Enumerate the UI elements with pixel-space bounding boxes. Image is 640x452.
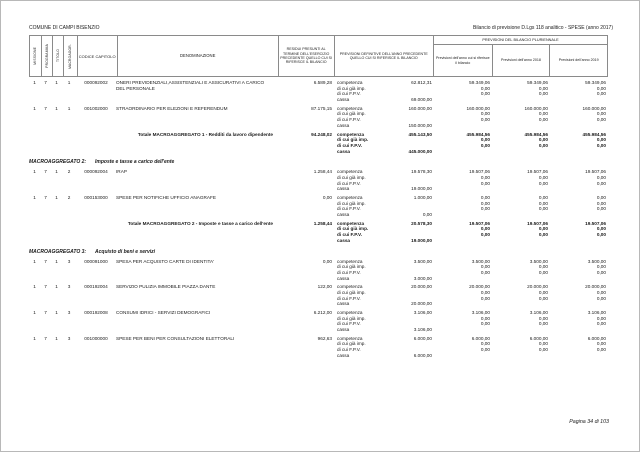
total-row [29,132,608,155]
value-cell: 455.984,56 [466,131,490,137]
value-cell: 0,00 [596,315,606,321]
cell-denominazione: SPESE PER NOTIFICHE UFFICIO ANAGRAFE [116,195,217,200]
cell-residui: 1.258,44 [313,169,332,175]
header-denominazione: DENOMINAZIONE [117,36,278,76]
value-cell: 0,00 [596,200,606,206]
line-label: competenza [337,310,363,315]
cell-macroaggregato: 3 [67,310,71,315]
line-label: di cui già imp. [337,289,366,295]
value-lines [334,80,608,103]
value-cell [434,149,492,155]
line-label: competenza [337,335,363,341]
value-cell: 0,00 [480,341,490,347]
capitolo-row [29,169,608,192]
line-label: di cui già imp. [337,137,369,143]
cell-denominazione: SPESA PER ACQUISTO CARTE DI IDENTITA' [116,258,215,264]
value-cell: 20.578,30 [411,220,432,226]
value-cell [492,149,550,155]
cell-denominazione: IRAP [116,169,127,175]
section-row [29,249,608,255]
line-label: cassa [337,148,351,154]
value-lines [334,169,608,192]
value-cell: 0,00 [596,195,606,200]
value-cell [492,123,550,129]
header-bilancio-pluriennale [433,36,607,76]
value-cell: 19.507,06 [585,169,606,175]
line-label: di cui F.P.V. [337,232,363,238]
value-cell: 455.984,56 [524,131,548,137]
cell-denominazione: SERVIZIO PULIZIA IMMOBILE PIAZZA DANTE [116,284,216,290]
cell-programma: 7 [44,335,47,341]
value-cell: 0,00 [480,295,490,301]
header-residui-presunti: RESIDUI PRESUNTI AL TERMINE DELL'ESERCIZIO PRECEDENTE QUELLO CUI SI RIFERISCE IL BILANCIO [278,36,334,76]
value-cell [550,276,608,282]
value-line [334,186,608,192]
value-cell: 0,00 [538,117,548,123]
line-label: di cui F.P.V. [337,295,361,301]
value-cell [550,186,608,192]
value-cell: 0,00 [480,232,490,238]
value-cell [550,353,608,359]
value-cell: 0,00 [538,264,548,270]
cell-macroaggregato: 2 [67,195,71,200]
line-label: competenza [337,258,363,264]
value-cell [492,353,550,359]
value-cell: 0,00 [538,226,548,232]
value-cell: 0,00 [596,137,606,143]
line-label: competenza [337,284,363,290]
header-codice-capitolo: CODICE CAPITOLO [77,36,117,76]
value-cell: 0,00 [480,226,490,232]
cell-capitolo: 000153000 [84,195,108,200]
value-cell: 160.000,00 [408,105,432,111]
value-cell: 19.507,06 [527,169,548,175]
cell-macroaggregato: 3 [67,258,71,264]
value-line [334,276,608,282]
value-cell: 160.000,00 [466,105,490,111]
value-line [334,327,608,333]
value-cell: 19.578,30 [411,169,432,175]
value-cell [434,327,492,333]
cell-residui: 87.175,15 [311,105,332,111]
value-cell: 6.000,00 [413,335,432,341]
value-cell: 3.500,00 [529,258,548,264]
value-cell: 0,00 [596,174,606,180]
value-cell: 0,00 [480,321,490,327]
capitolo-row [29,195,608,218]
value-line [334,212,608,218]
line-label: competenza [337,195,363,200]
cell-missione: 1 [33,335,36,341]
value-cell: 20.000,00 [469,284,490,290]
value-cell [434,212,492,218]
line-label: cassa [337,275,350,281]
cell-missione: 1 [33,195,36,200]
cell-macroaggregato: 3 [67,335,71,341]
cell-denominazione: SPESE PER BENI PER CONSULTAZIONI ELETTORALI [116,335,235,341]
line-label: cassa [337,237,351,243]
cell-residui: 0,00 [322,258,332,264]
line-label: di cui già imp. [337,85,366,91]
line-label: di cui F.P.V. [337,321,361,327]
value-cell: 3.106,00 [529,310,548,315]
value-cell: 0,00 [480,206,490,212]
cell-residui: 0,00 [322,195,332,200]
value-cell: 0,00 [596,111,606,117]
value-cell [550,149,608,155]
line-label: di cui F.P.V. [337,269,361,275]
cell-denominazione: STRAORDINARIO PER ELEZIONI E REFERENDUM [116,105,228,111]
value-lines [334,221,608,244]
line-label: cassa [337,301,350,307]
value-cell: 59.349,06 [469,80,490,85]
value-cell: 19.507,06 [469,169,490,175]
cell-programma: 7 [44,80,47,85]
cell-residui: 962,63 [317,335,332,341]
line-label: di cui F.P.V. [337,206,361,212]
value-cell: 0,00 [596,232,606,238]
value-cell: 3.500,00 [471,258,490,264]
header-macroaggregato: MACROAGGR. [63,36,77,76]
value-cell: 20.000,00 [411,301,432,307]
value-line [334,123,608,129]
cell-programma: 7 [44,105,47,111]
value-cell: 19.000,00 [411,186,432,192]
line-label: di cui già imp. [337,200,366,206]
value-cell: 0,00 [538,180,548,186]
value-cell: 0,00 [596,321,606,327]
value-line [334,353,608,359]
value-cell: 0,00 [480,289,490,295]
cell-missione: 1 [33,105,36,111]
value-lines [334,336,608,359]
value-cell: 160.000,00 [582,105,606,111]
value-cell: 59.349,06 [527,80,548,85]
table-body [29,80,608,359]
cell-titolo: 1 [55,310,58,315]
page-footer: Pagina 34 di 103 [569,419,609,425]
value-cell: 1.000,00 [413,195,432,200]
value-cell [550,212,608,218]
value-cell: 0,00 [480,200,490,206]
cell-residui: 94.248,02 [311,131,332,137]
value-cell [434,238,492,244]
value-cell [434,301,492,307]
value-cell: 0,00 [480,347,490,353]
cell-missione: 1 [33,169,36,175]
cell-missione: 1 [33,258,36,264]
value-cell: 0,00 [538,347,548,353]
value-cell [434,97,492,103]
section-row [29,159,608,165]
cell-programma: 7 [44,195,47,200]
line-label: di cui già imp. [337,174,366,180]
header-anno-riferimento: Previsioni dell'anno cui si riferisce il bilancio [436,56,490,65]
value-lines [334,259,608,282]
value-cell: 3.500,00 [413,258,432,264]
value-cell: 20.000,00 [411,284,432,290]
cell-residui: 6.212,00 [313,310,332,315]
value-cell: 0,00 [480,91,490,97]
cell-programma: 7 [44,284,47,290]
value-cell: 0,00 [538,289,548,295]
value-cell [492,276,550,282]
cell-macroaggregato: 2 [67,169,71,175]
cell-residui: 1.258,44 [313,220,332,226]
value-cell: 0,00 [480,315,490,321]
value-cell: 455.143,50 [408,131,432,137]
line-label: cassa [337,352,350,358]
value-cell [434,353,492,359]
value-cell: 0,00 [538,295,548,301]
value-cell: 0,00 [538,142,548,148]
value-cell: 150.000,00 [408,122,432,128]
line-label: competenza [337,105,363,111]
total-label: Totale MACROAGGREGATO 1 - Redditi da lavoro dipendente [137,131,273,137]
section-label: MACROAGGREGATO 2: [29,159,87,166]
value-lines [334,106,608,129]
value-line [334,97,608,103]
value-cell [550,238,608,244]
value-cell: 0,00 [480,85,490,91]
value-cell: 445.000,00 [408,148,432,154]
value-cell: 0,00 [596,264,606,270]
value-cell: 0,00 [538,315,548,321]
cell-macroaggregato: 1 [67,80,71,85]
value-cell: 0,00 [538,200,548,206]
value-cell: 20.000,00 [585,284,606,290]
value-cell [492,327,550,333]
value-cell: 0,00 [480,142,490,148]
value-cell: 3.106,00 [587,310,606,315]
cell-capitolo: 001002000 [84,105,108,111]
value-cell: 6.000,00 [529,335,548,341]
cell-residui: 6.589,28 [313,80,332,85]
capitolo-row [29,310,608,333]
header-programma: PROGRAMMA [41,36,52,76]
value-line [334,238,608,244]
value-cell: 0,00 [480,195,490,200]
cell-denominazione: ONERI PREVIDENZIALI,ASSISTENZIALI E ASSICURATIVI A CARICO DEL PERSONALE [116,80,265,91]
line-label: competenza [337,131,365,137]
value-cell: 0,00 [596,269,606,275]
value-cell [550,123,608,129]
line-label: cassa [337,122,350,128]
line-label: di cui già imp. [337,226,369,232]
cell-titolo: 1 [55,335,58,341]
value-cell: 0,00 [538,174,548,180]
cell-titolo: 1 [55,105,58,111]
line-label: di cui F.P.V. [337,142,363,148]
line-label: di cui già imp. [337,111,366,117]
value-cell: 0,00 [480,111,490,117]
value-cell: 3.106,00 [413,327,432,333]
section-sublabel: Imposte e tasse a carico dell'ente [95,159,175,166]
total-row [29,221,608,244]
cell-macroaggregato: 1 [67,105,71,111]
value-cell [492,301,550,307]
header-previsioni-definitive: PREVISIONI DEFINITIVE DELL'ANNO PRECEDENTE QUELLO CUI SI RIFERISCE IL BILANCIO [334,36,433,76]
header-pluriennale-title: PREVISIONI DEL BILANCIO PLURIENNALE [434,36,607,45]
capitolo-row [29,336,608,359]
cell-capitolo: 000192004 [84,284,108,290]
value-cell: 0,00 [596,347,606,353]
value-cell: 3.106,00 [471,310,490,315]
value-line [334,301,608,307]
header-anno-2018: Previsioni dell'anno 2018 [492,45,550,76]
value-cell [434,276,492,282]
value-cell: 0,00 [596,226,606,232]
value-lines [334,310,608,333]
value-line [334,149,608,155]
value-cell [550,327,608,333]
value-cell: 19.507,06 [527,220,548,226]
page-header [29,25,613,31]
cell-missione: 1 [33,284,36,290]
cell-titolo: 1 [55,284,58,290]
line-label: competenza [337,220,365,226]
value-cell: 0,00 [596,341,606,347]
cell-titolo: 1 [55,80,58,85]
value-cell: 0,00 [538,341,548,347]
line-label: cassa [337,186,350,192]
cell-programma: 7 [44,258,47,264]
value-cell: 69.000,00 [411,97,432,103]
capitolo-row [29,284,608,307]
capitolo-row [29,106,608,129]
value-cell: 6.000,00 [471,335,490,341]
line-label: di cui già imp. [337,264,366,270]
value-cell: 0,00 [596,289,606,295]
value-cell: 455.984,56 [582,131,606,137]
section-sublabel: Acquisto di beni e servizi [95,248,156,255]
header-titolo: TITOLO [52,36,63,76]
document-title: Bilancio di previsione D.Lgs 118 analitico - SPESE (anno 2017) [473,25,613,31]
cell-residui: 122,00 [317,284,332,290]
value-cell: 0,00 [538,269,548,275]
cell-capitolo: 000192008 [84,310,108,315]
cell-programma: 7 [44,169,47,175]
line-label: cassa [337,97,350,103]
value-cell: 19.507,06 [585,220,606,226]
value-cell: 6.000,00 [413,352,432,358]
line-label: di cui già imp. [337,315,366,321]
cell-titolo: 1 [55,258,58,264]
line-label: di cui F.P.V. [337,91,361,97]
value-cell: 20.000,00 [527,284,548,290]
value-cell [550,301,608,307]
value-cell [550,97,608,103]
value-cell: 0,00 [538,111,548,117]
line-label: cassa [337,212,350,218]
value-cell: 59.349,06 [585,80,606,85]
header-anno-2019: Previsioni dell'anno 2019 [549,45,607,76]
value-cell [434,186,492,192]
value-cell: 0,00 [480,174,490,180]
value-cell: 0,00 [596,206,606,212]
value-cell: 0,00 [538,85,548,91]
section-label: MACROAGGREGATO 3: [29,248,87,255]
cell-capitolo: 001000000 [84,335,108,341]
value-lines [334,195,608,218]
value-cell: 0,00 [596,295,606,301]
cell-macroaggregato: 3 [67,284,71,290]
value-cell: 6.000,00 [587,335,606,341]
value-cell: 0,00 [596,180,606,186]
cell-capitolo: 000092002 [84,80,108,85]
value-cell: 0,00 [480,264,490,270]
value-cell: 19.000,00 [411,237,432,243]
value-cell: 0,00 [596,91,606,97]
value-cell: 0,00 [538,232,548,238]
value-cell: 62.812,31 [411,80,432,85]
line-label: di cui già imp. [337,341,366,347]
value-cell [492,212,550,218]
value-cell [492,238,550,244]
line-label: competenza [337,80,363,85]
value-cell: 0,00 [596,142,606,148]
value-cell: 3.500,00 [587,258,606,264]
cell-capitolo: 000092004 [84,169,108,175]
value-cell: 0,00 [596,117,606,123]
value-cell: 0,00 [480,137,490,143]
value-cell: 0,00 [538,137,548,143]
value-cell: 3.000,00 [413,275,432,281]
line-label: competenza [337,169,363,175]
cell-denominazione: CONSUMI IDRICI - SERVIZI DEMOGRAFICI [116,310,211,315]
value-cell: 0,00 [480,117,490,123]
value-cell: 0,00 [538,321,548,327]
line-label: di cui F.P.V. [337,180,361,186]
cell-missione: 1 [33,310,36,315]
cell-missione: 1 [33,80,36,85]
value-cell: 160.000,00 [524,105,548,111]
value-cell: 0,00 [422,212,432,218]
value-cell: 19.507,06 [469,220,490,226]
value-lines [334,132,608,155]
cell-titolo: 1 [55,195,58,200]
entity-name: COMUNE DI CAMPI BISENZIO [29,25,100,31]
value-cell [492,186,550,192]
line-label: cassa [337,327,350,333]
capitolo-row [29,80,608,103]
header-missione: MISSIONE [33,47,38,65]
value-cell: 3.106,00 [413,310,432,315]
value-cell: 0,00 [480,180,490,186]
value-cell: 0,00 [538,195,548,200]
value-cell [492,97,550,103]
value-lines [334,284,608,307]
cell-titolo: 1 [55,169,58,175]
value-cell: 0,00 [538,91,548,97]
cell-capitolo: 000091000 [84,258,108,264]
total-label: Totale MACROAGGREGATO 2 - Imposte e tasse a carico dell'ente [127,220,273,226]
line-label: di cui F.P.V. [337,117,361,123]
value-cell: 0,00 [538,206,548,212]
value-cell: 0,00 [480,269,490,275]
value-cell [434,123,492,129]
table-header [29,35,608,77]
line-label: di cui F.P.V. [337,347,361,353]
capitolo-row [29,259,608,282]
cell-programma: 7 [44,310,47,315]
value-cell: 0,00 [596,85,606,91]
